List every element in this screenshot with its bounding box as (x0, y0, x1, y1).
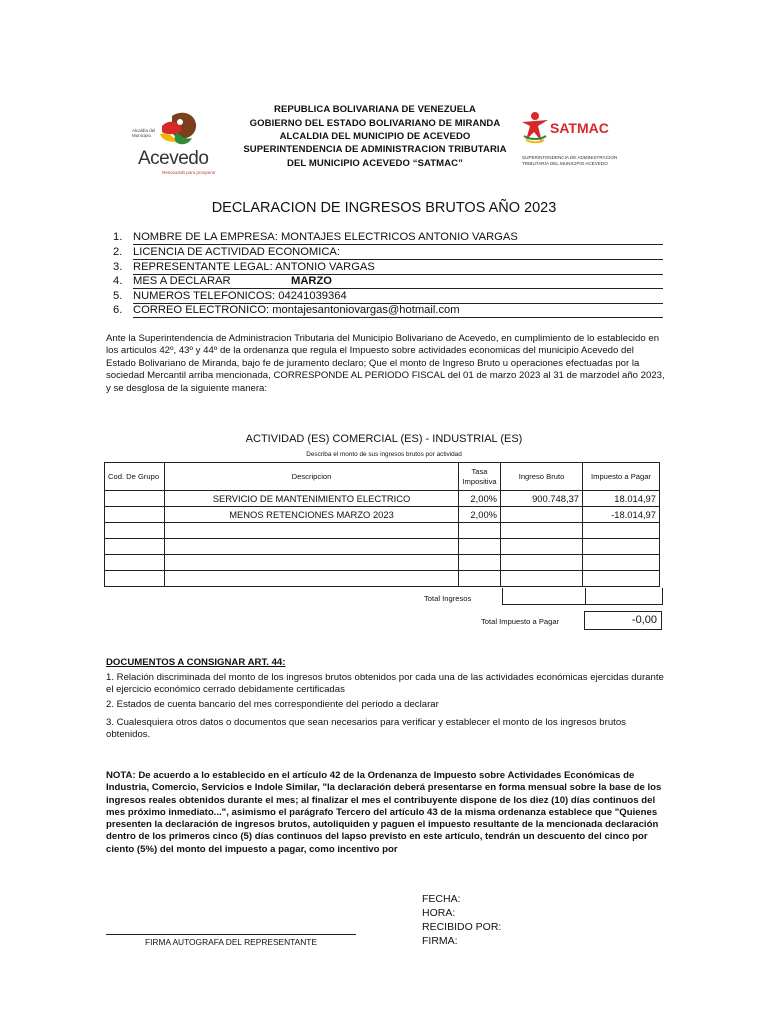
acevedo-logo-top-text: Alcaldía del Municipio (132, 128, 156, 138)
cell-tasa: 2,00% (459, 507, 501, 523)
month-value: MARZO (291, 275, 333, 287)
signature-line (106, 934, 356, 935)
item-text: NOMBRE DE LA EMPRESA: MONTAJES ELECTRICOS ANTONIO VARGAS (133, 231, 518, 243)
cell-ingreso (501, 507, 583, 523)
income-table (104, 462, 660, 587)
intro-paragraph: Ante la Superintendencia de Administracion Tributaria del Municipio Bolivariano de Acevedo, en cumplimiento de lo establecido en los articulos 42º, 43º y 44º de la ordenanza que regula el Impuesto sobre actividades economicas del municipio Acevedo del Estado Bolivariano de Miranda, bajo fe de juramento declaro; Que el monto de Ingreso Bruto u operaciones efectuadas por la sociedad Mercantil arriba mencionada, CORRESPONDE AL PERIODO FISCAL del 01 de marzo 2023 al 31 de marzodel año 2023, y se desglosa de la siguiente manera: (106, 333, 665, 394)
signature-label: FIRMA AUTOGRAFA DEL REPRESENTANTE (144, 937, 318, 947)
header-descripcion: Descripcion (165, 463, 459, 491)
item-number: 1. (113, 231, 123, 243)
table-header-row (105, 463, 660, 491)
item-email (113, 304, 460, 317)
cell-cod (105, 523, 165, 539)
activity-title: ACTIVIDAD (ES) COMERCIAL (ES) - INDUSTRIAL (ES) (245, 433, 523, 445)
table-row (105, 491, 660, 507)
item-text: CORREO ELECTRONICO: montajesantoniovargas@hotmail.com (133, 304, 460, 316)
cell-cod (105, 555, 165, 571)
cell-descripcion (165, 539, 459, 555)
table-row (105, 539, 660, 555)
documents-heading: DOCUMENTOS A CONSIGNAR ART. 44: (106, 657, 286, 668)
item-phones (113, 290, 347, 303)
item-underline (133, 317, 663, 318)
table-row (105, 507, 660, 523)
satmac-logo (518, 110, 628, 170)
cell-descripcion: MENOS RETENCIONES MARZO 2023 (165, 507, 459, 523)
item-number: 6. (113, 304, 123, 316)
item-number: 3. (113, 261, 123, 273)
total-ingresos-box (502, 588, 586, 605)
field-firma: FIRMA: (422, 935, 458, 947)
cell-descripcion (165, 555, 459, 571)
activity-subtitle: Describa el monto de sus ingresos brutos por actividad (306, 451, 462, 458)
satmac-logo-name: SATMAC (550, 120, 609, 136)
field-hora: HORA: (422, 907, 456, 919)
table-row (105, 571, 660, 587)
satmac-logo-subtitle-2: TRIBUTARIA DEL MUNICIPIO ACEVEDO (522, 161, 608, 166)
table-row (105, 555, 660, 571)
cell-impuesto: 18.014,97 (583, 491, 660, 507)
item-underline (133, 259, 663, 260)
header-cod-grupo: Cod. De Grupo (105, 463, 165, 491)
satmac-figure-icon (520, 110, 550, 144)
total-impuesto-label: Total Impuesto a Pagar (481, 617, 560, 626)
item-underline (133, 244, 663, 245)
document-item: 1. Relación discriminada del monto de los ingresos brutos obtenidos por cada una de las actividades económicas ejercidas durante el ejercicio económico cerrado debidamente certificadas (106, 672, 664, 696)
item-text: NUMEROS TELEFONICOS: 04241039364 (133, 290, 347, 302)
item-number: 2. (113, 246, 123, 258)
header-ingreso-bruto: Ingreso Bruto (501, 463, 583, 491)
cell-cod (105, 507, 165, 523)
total-impuesto-value: -0,00 (584, 611, 662, 630)
total-ingresos-tax-box (584, 588, 663, 605)
header-line-2: GOBIERNO DEL ESTADO BOLIVARIANO DE MIRANDA (249, 118, 501, 129)
cell-ingreso (501, 523, 583, 539)
cell-ingreso (501, 555, 583, 571)
field-fecha: FECHA: (422, 893, 461, 905)
item-license (113, 246, 340, 259)
cell-ingreso (501, 571, 583, 587)
cell-descripcion (165, 523, 459, 539)
header-line-3: ALCALDIA DEL MUNICIPIO DE ACEVEDO (279, 131, 471, 142)
cell-impuesto (583, 539, 660, 555)
document-item: 3. Cualesquiera otros datos o documentos que sean necesarios para verificar y establecer el monto de los ingresos brutos obtenidos. (106, 717, 626, 741)
header-line-4: SUPERINTENDENCIA DE ADMINISTRACION TRIBUTARIA (243, 144, 507, 155)
cell-impuesto (583, 571, 660, 587)
document-item: 2. Estados de cuenta bancario del mes correspondiente del periodo a declarar (106, 699, 439, 710)
item-text: REPRESENTANTE LEGAL: ANTONIO VARGAS (133, 261, 375, 273)
cell-tasa (459, 555, 501, 571)
cell-descripcion: SERVICIO DE MANTENIMIENTO ELECTRICO (165, 491, 459, 507)
cell-cod (105, 539, 165, 555)
cell-cod (105, 571, 165, 587)
acevedo-emblem-icon (150, 110, 210, 150)
header-line-1: REPUBLICA BOLIVARIANA DE VENEZUELA (273, 104, 477, 115)
item-text: MES A DECLARAR (133, 275, 231, 287)
acevedo-logo (132, 110, 224, 180)
item-company (113, 231, 518, 244)
header-tasa: Tasa Impositiva (459, 463, 501, 491)
cell-ingreso (501, 539, 583, 555)
item-text: LICENCIA DE ACTIVIDAD ECONOMICA: (133, 246, 341, 258)
cell-impuesto: -18.014,97 (583, 507, 660, 523)
cell-descripcion (165, 571, 459, 587)
acevedo-logo-tagline: Renovando para prosperar (162, 170, 216, 175)
item-number: 4. (113, 275, 123, 287)
field-recibido: RECIBIDO POR: (422, 921, 502, 933)
table-row (105, 523, 660, 539)
item-underline (133, 288, 663, 289)
item-month (113, 275, 231, 288)
item-representative (113, 261, 375, 274)
nota-paragraph: NOTA: De acuerdo a lo establecido en el artículo 42 de la Ordenanza de Impuesto sobre Actividades Económicas de Industria, Comercio, Servicios e Indole Similar, "la declaración deberá presentarse en forma mensual sobre la base de los ingresos reales obtenidos durante el mes; al finalizar el mes el contribuyente dispone de los diez (10) días continuos del mes próximo inmediato...", asimismo el parágrafo Tercero del artículo 43 de la misma ordenanza establece que "Quienes presenten la declaración de ingresos brutos, autoliquiden y paguen el impuesto resultante de la mencionada declaración dentro de los primeros cinco (5) días continuos del lapso previsto en este artículo, tendrán un descuento del cinco por ciento (5%) del monto del impuesto a pagar, como incentivo por (106, 770, 662, 855)
header-impuesto: Impuesto a Pagar (583, 463, 660, 491)
item-number: 5. (113, 290, 123, 302)
total-ingresos-label: Total Ingresos (424, 594, 472, 603)
header-line-5: DEL MUNICIPIO ACEVEDO “SATMAC” (287, 158, 463, 169)
satmac-logo-subtitle-1: SUPERINTENDENCIA DE ADMINISTRACION (522, 155, 618, 160)
cell-ingreso: 900.748,37 (501, 491, 583, 507)
cell-tasa (459, 539, 501, 555)
cell-tasa: 2,00% (459, 491, 501, 507)
cell-impuesto (583, 555, 660, 571)
cell-tasa (459, 523, 501, 539)
acevedo-logo-name: Acevedo (138, 148, 209, 169)
document-title: DECLARACION DE INGRESOS BRUTOS AÑO 2023 (211, 200, 557, 216)
cell-tasa (459, 571, 501, 587)
cell-impuesto (583, 523, 660, 539)
cell-cod (105, 491, 165, 507)
